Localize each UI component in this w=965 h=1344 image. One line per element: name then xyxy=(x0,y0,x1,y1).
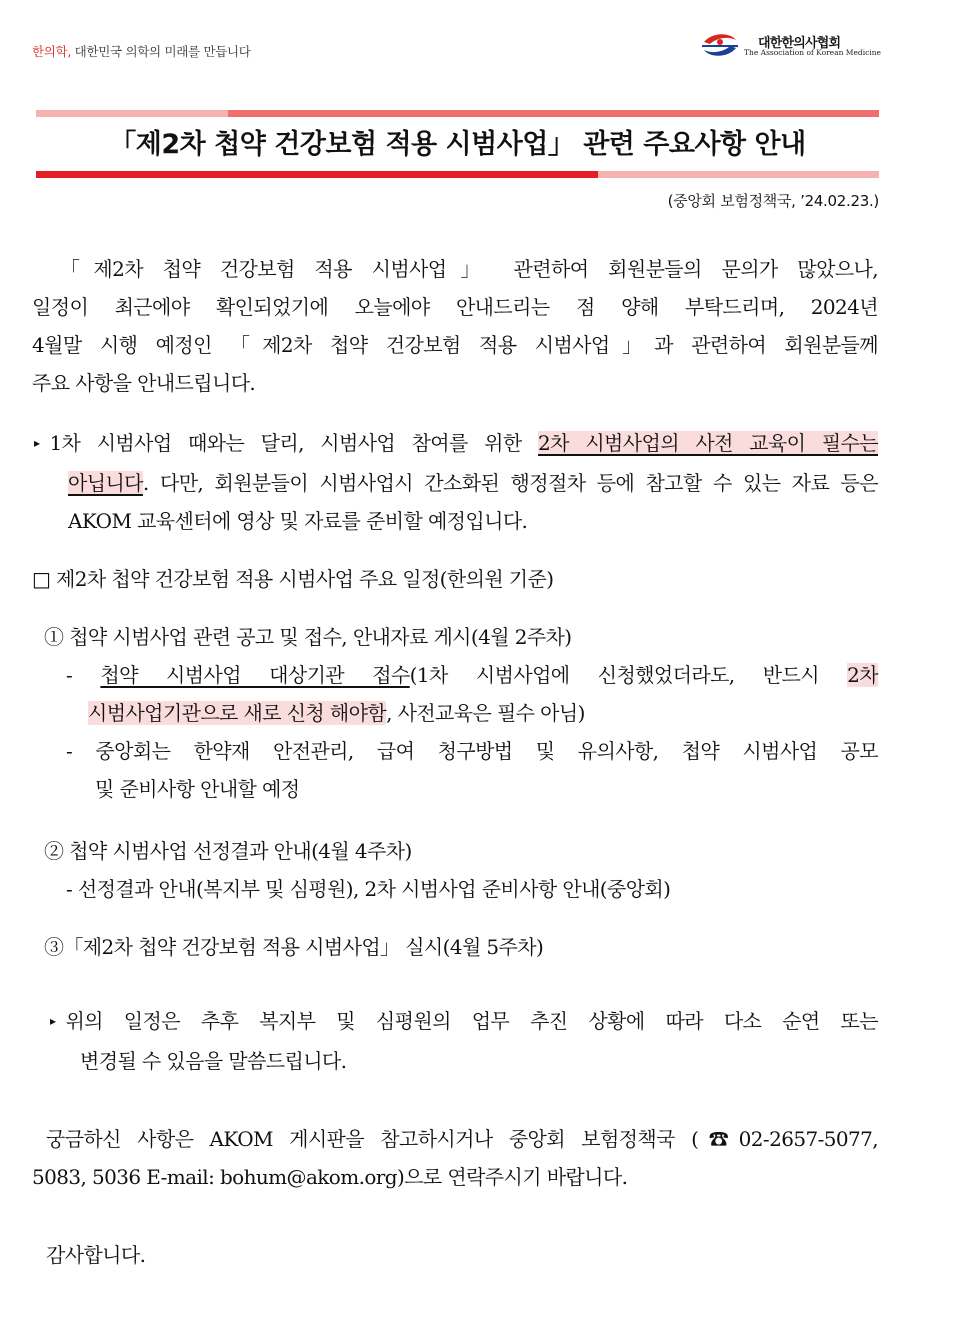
schedule-item-2 xyxy=(44,832,878,908)
title-bar-top-right xyxy=(228,110,879,117)
triangle-bullet-icon: ▸ xyxy=(50,1013,56,1028)
notice-text: 위의 일정은 추후 복지부 및 심평원의 업무 추진 상황에 따라 다소 순연 또는 xyxy=(65,1009,878,1033)
association-logo xyxy=(700,30,881,60)
title-bar-top-left xyxy=(36,110,228,117)
association-emblem-icon xyxy=(700,30,740,60)
education-notice xyxy=(34,424,878,540)
schedule-item-3: ③「제2차 첩약 건강보험 적용 시범사업」 실시(4월 5주차) xyxy=(44,935,544,959)
intro-line: 주요 사항을 안내드립니다. xyxy=(32,371,256,395)
header-slogan xyxy=(32,42,251,60)
intro-paragraph xyxy=(32,250,878,402)
logo-english-name: The Association of Korean Medicine xyxy=(744,48,881,57)
schedule-heading: □ 제2차 첩약 건강보험 적용 시범사업 주요 일정(한의원 기준) xyxy=(32,567,554,591)
triangle-bullet-icon: ▸ xyxy=(34,435,40,450)
notice-line xyxy=(34,424,878,464)
schedule-sub-line xyxy=(44,656,878,694)
notice-highlight: 아닙니다 xyxy=(68,470,143,495)
schedule-sub-line: 및 준비사항 안내할 예정 xyxy=(95,777,300,801)
schedule-highlight: 2차 xyxy=(847,663,878,687)
notice-highlight: 2차 시범사업의 사전 교육이 필수는 xyxy=(538,431,878,455)
notice-text: . 다만, 회원분들이 시범사업시 간소화된 행정절차 등에 참고할 수 있는 자료 등은 xyxy=(142,470,878,495)
intro-line: 「제2차 첩약 건강보험 적용 시범사업」 관련하여 회원분들의 문의가 많았으나, xyxy=(60,257,878,281)
document-title: 「제2차 첩약 건강보험 적용 시범사업」 관련 주요사항 안내 xyxy=(109,129,806,160)
notice-line: AKOM 교육센터에 영상 및 자료를 준비할 예정입니다. xyxy=(68,508,528,533)
dash-marker: - xyxy=(66,663,73,687)
schedule-sub-line: - 중앙회는 한약재 안전관리, 급여 청구방법 및 유의사항, 첩약 시범사업 공모 xyxy=(66,739,878,763)
schedule-item-title: ① 첩약 시범사업 관련 공고 및 접수, 안내자료 게시(4월 2주차) xyxy=(44,625,572,649)
schedule-item-1 xyxy=(44,618,878,808)
title-bar-bottom-right xyxy=(598,171,879,178)
source-note: (중앙회 보험정책국, ’24.02.23.) xyxy=(667,192,879,210)
notice-line xyxy=(50,1002,878,1042)
schedule-text: , 사전교육은 필수 아님) xyxy=(386,701,585,725)
notice-line: 변경될 수 있음을 말씀드립니다. xyxy=(80,1048,347,1073)
title-bar-bottom-left xyxy=(36,171,598,178)
schedule-highlight: 시범사업기관으로 새로 신청 해야함 xyxy=(88,701,387,725)
contact-line: 궁금하신 사항은 AKOM 게시판을 참고하시거나 중앙회 보험정책국 (☎02-2657-5077, xyxy=(46,1127,878,1151)
notice-line xyxy=(34,464,878,502)
schedule-sub-line xyxy=(44,694,878,732)
slogan-highlight: 한의학, xyxy=(32,44,71,59)
schedule-item-title: ② 첩약 시범사업 선정결과 안내(4월 4주차) xyxy=(44,839,412,863)
schedule-underlined: 첩약 시범사업 대상기관 접수 xyxy=(100,663,410,687)
contact-paragraph xyxy=(32,1120,878,1196)
logo-name: 대한한의사협회 xyxy=(758,36,841,51)
intro-line: 4월말 시행 예정인 「제2차 첩약 건강보험 적용 시범사업」과 관련하여 회원분들께 xyxy=(32,333,878,357)
slogan-text: 대한민국 의학의 미래를 만듭니다 xyxy=(71,44,251,59)
schedule-text: (1차 시범사업에 신청했었더라도, 반드시 xyxy=(409,663,848,687)
schedule-sub-line: - 선정결과 안내(복지부 및 심평원), 2차 시범사업 준비사항 안내(중앙회) xyxy=(66,877,671,901)
intro-line: 일정이 최근에야 확인되었기에 오늘에야 안내드리는 점 양해 부탁드리며, 2024년 xyxy=(32,295,878,319)
contact-line: 5083, 5036 E-mail: bohum@akom.org)으로 연락주시기 바랍니다. xyxy=(32,1165,628,1189)
schedule-change-notice xyxy=(50,1002,878,1080)
notice-text: 1차 시범사업 때와는 달리, 시범사업 참여를 위한 xyxy=(49,431,539,455)
closing-text: 감사합니다. xyxy=(46,1243,146,1267)
